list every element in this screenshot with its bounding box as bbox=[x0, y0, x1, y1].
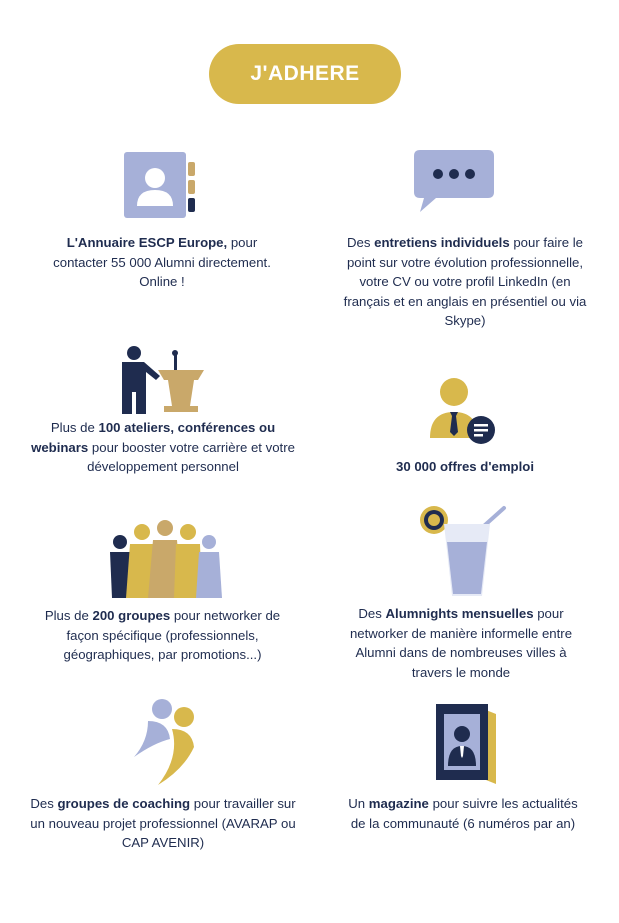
feature-text-part: Un bbox=[348, 796, 369, 811]
chat-bubble-icon bbox=[414, 150, 494, 216]
feature-text-highlight: 30 000 offres d'emploi bbox=[396, 459, 534, 474]
feature-text bbox=[40, 606, 285, 665]
feature-text-part: pour networker de façon spécifique (professionnels, géographiques, par promotions...) bbox=[63, 608, 281, 662]
feature-text-part: pour booster votre carrière et votre développement personnel bbox=[87, 439, 295, 474]
feature-text-highlight: magazine bbox=[368, 796, 429, 811]
feature-text-part: Des bbox=[346, 235, 375, 250]
feature-text-part: Plus de bbox=[44, 608, 93, 623]
feature-text-part: pour travailler sur un nouveau projet professionnel (AVARAP ou CAP AVENIR) bbox=[30, 796, 296, 850]
feature-text-part: Des bbox=[30, 796, 58, 811]
group-people-icon bbox=[106, 520, 224, 598]
job-candidate-icon bbox=[428, 378, 498, 446]
join-button[interactable]: J'ADHERE bbox=[209, 44, 401, 104]
feature-text-part: pour suivre les actualités de la communauté (6 numéros par an) bbox=[350, 796, 578, 831]
feature-text bbox=[370, 457, 560, 477]
feature-text-highlight: entretiens individuels bbox=[374, 235, 510, 250]
feature-text bbox=[340, 233, 590, 331]
feature-text-part: Des bbox=[358, 606, 386, 621]
feature-text-highlight: Alumnights mensuelles bbox=[385, 606, 534, 621]
contact-directory-icon bbox=[124, 152, 200, 218]
feature-text-highlight: groupes de coaching bbox=[57, 796, 191, 811]
coaching-figures-icon bbox=[128, 699, 202, 787]
feature-text-highlight: 100 ateliers, conférences ou webinars bbox=[31, 420, 276, 455]
speaker-podium-icon bbox=[114, 346, 210, 414]
feature-text-part: pour contacter 55 000 Alumni directement. Online ! bbox=[53, 235, 271, 289]
feature-text-highlight: L'Annuaire ESCP Europe, bbox=[66, 235, 228, 250]
feature-text-highlight: 200 groupes bbox=[92, 608, 171, 623]
feature-text bbox=[24, 418, 302, 477]
magazine-icon bbox=[436, 704, 496, 784]
feature-text bbox=[22, 794, 304, 853]
feature-text bbox=[52, 233, 272, 292]
feature-text bbox=[336, 604, 586, 682]
feature-text bbox=[348, 794, 578, 833]
drink-glass-icon bbox=[416, 502, 512, 596]
feature-text-part: pour networker de manière informelle entre Alumni dans de nombreuses villes à travers le monde bbox=[349, 606, 573, 680]
feature-text-part: pour faire le point sur votre évolution professionnelle, votre CV ou votre profil LinkedIn (en français et en anglais en présentiel ou via Skype) bbox=[343, 235, 587, 328]
feature-text-part: Plus de bbox=[50, 420, 99, 435]
